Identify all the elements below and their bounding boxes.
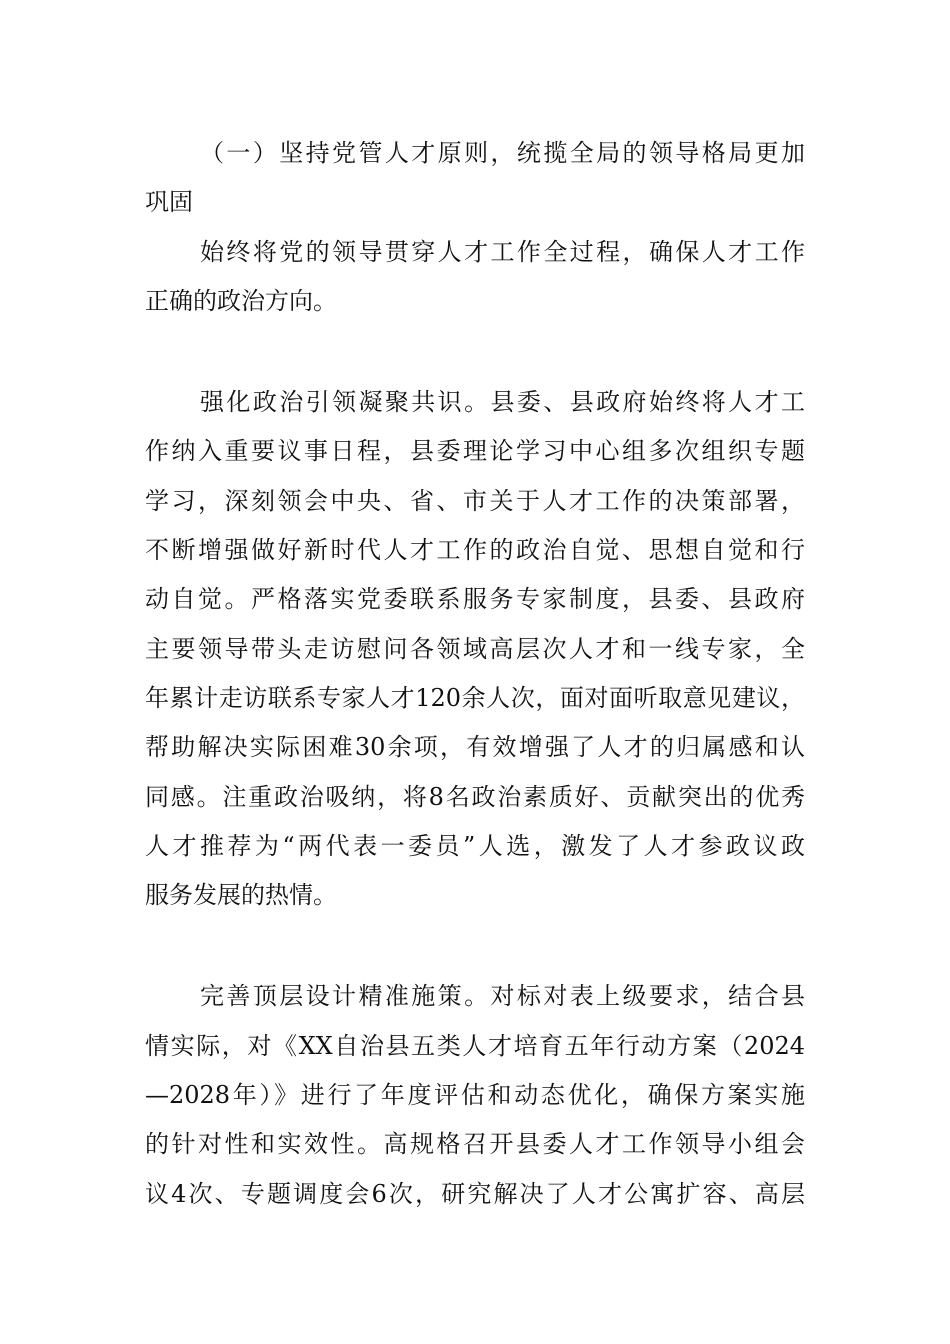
document-page — [145, 131, 805, 1221]
text-line: 强化政治引领凝聚共识。县委、县政府始终将人才工 — [200, 388, 805, 417]
text-line: 不断增强做好新时代人才工作的政治自觉、思想自觉和行 — [145, 536, 805, 565]
text-line: 动自觉。严格落实党委联系服务专家制度，县委、县政府 — [145, 585, 805, 614]
paragraph-intro — [145, 230, 805, 329]
text-line: 作纳入重要议事日程，县委理论学习中心组多次组织专题 — [145, 437, 805, 466]
section-heading — [145, 131, 805, 230]
text-line: 年累计走访联系专家人才120余人次，面对面听取意见建议， — [145, 683, 805, 712]
text-line: 情实际，对《XX自治县五类人才培育五年行动方案（2024 — [145, 1031, 805, 1060]
paragraph-political-leadership — [145, 380, 805, 922]
text-line: 议4次、专题调度会6次，研究解决了人才公寓扩容、高层 — [145, 1179, 805, 1208]
text-line: 的针对性和实效性。高规格召开县委人才工作领导小组会 — [145, 1130, 805, 1159]
paragraph-top-level-design — [145, 974, 805, 1220]
text-line: 同感。注重政治吸纳，将8名政治素质好、贡献突出的优秀 — [145, 782, 805, 811]
text-line: 主要领导带头走访慰问各领域高层次人才和一线专家，全 — [145, 634, 805, 663]
text-line: 完善顶层设计精准施策。对标对表上级要求，结合县 — [200, 982, 805, 1011]
text-line: 帮助解决实际困难30余项，有效增强了人才的归属感和认 — [145, 733, 805, 762]
heading-line: 巩固 — [145, 188, 193, 217]
text-line: —2028年）》进行了年度评估和动态优化，确保方案实施 — [145, 1081, 805, 1110]
text-line: 学习，深刻领会中央、省、市关于人才工作的决策部署， — [145, 486, 805, 515]
text-line: 服务发展的热情。 — [145, 881, 337, 910]
heading-line: （一）坚持党管人才原则，统揽全局的领导格局更加 — [200, 139, 805, 167]
text-line: 人才推荐为“两代表一委员”人选，激发了人才参政议政 — [145, 831, 805, 860]
text-line: 始终将党的领导贯穿人才工作全过程，确保人才工作 — [200, 237, 805, 266]
text-line: 正确的政治方向。 — [145, 286, 337, 315]
